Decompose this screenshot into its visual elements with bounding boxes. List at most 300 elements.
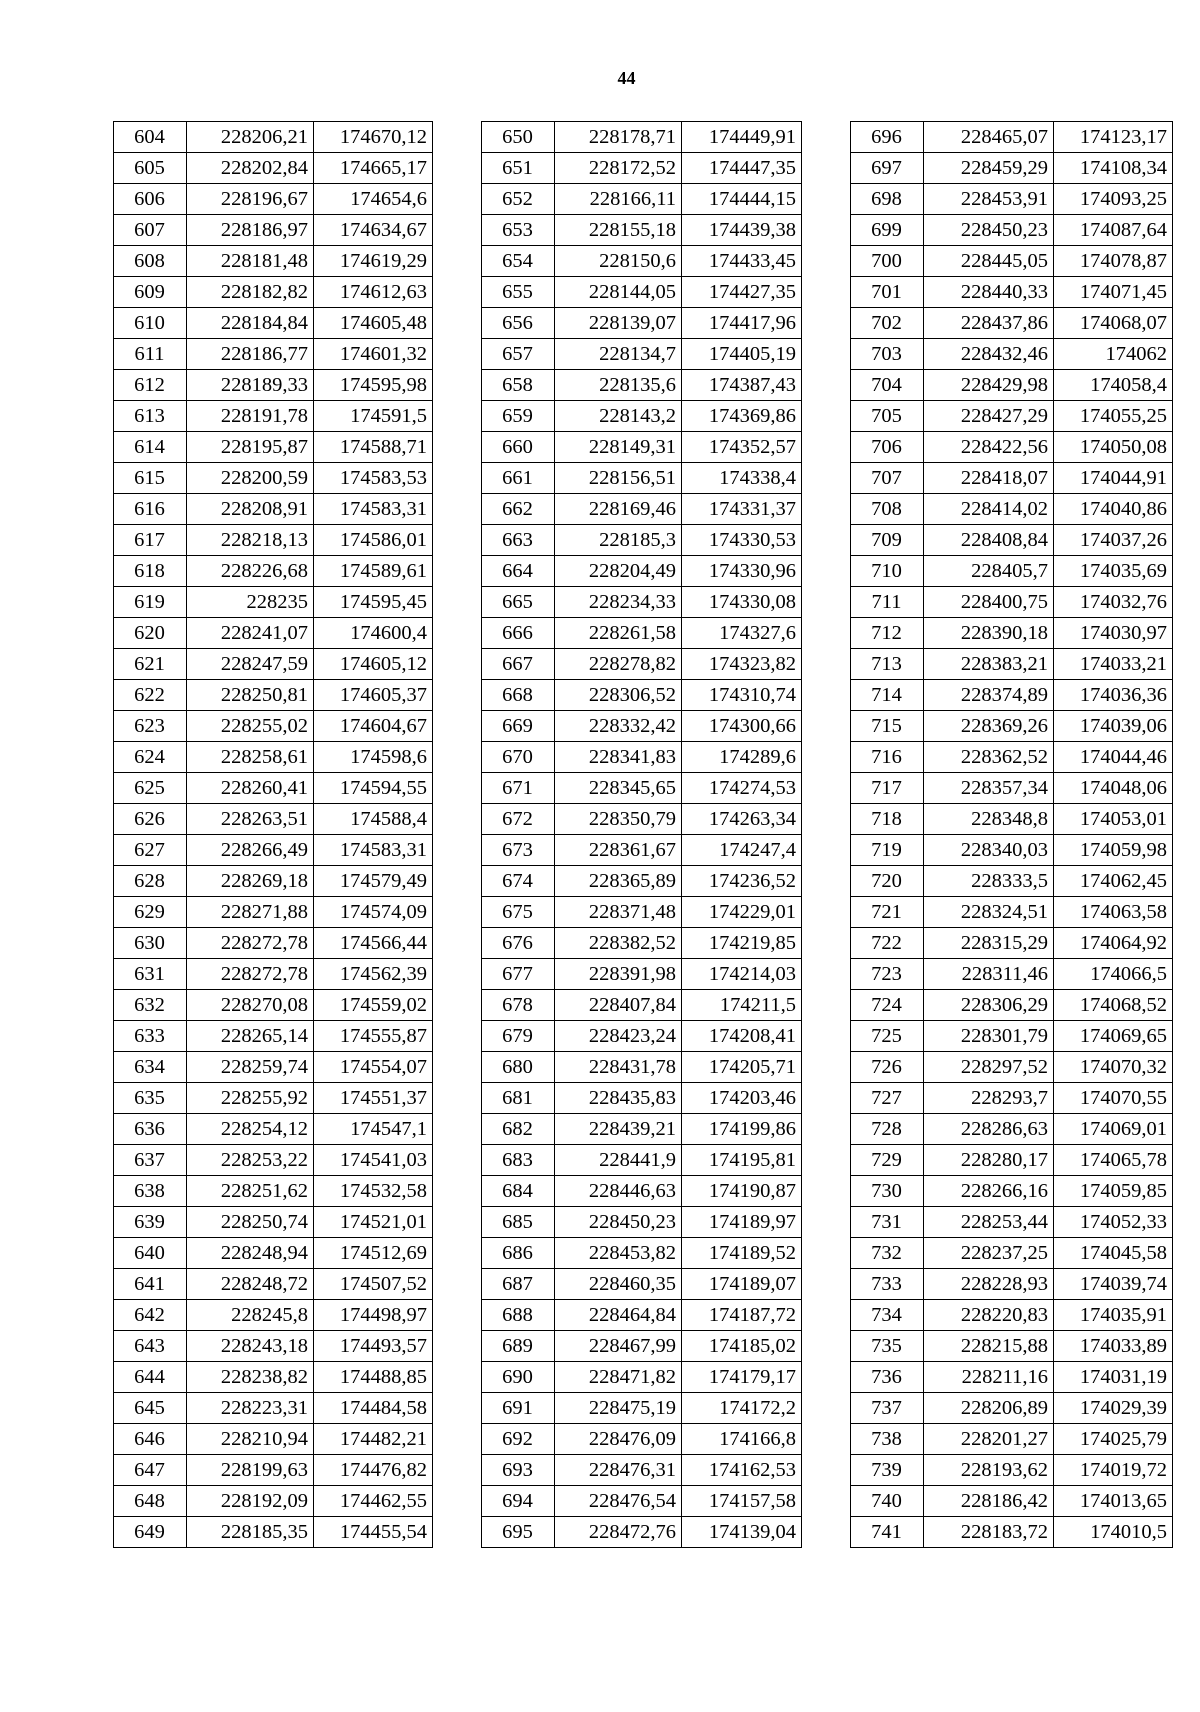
x-coordinate-cell: 228186,42: [924, 1486, 1054, 1517]
y-coordinate-cell: 174068,07: [1054, 308, 1173, 339]
point-number-cell: 605: [114, 153, 187, 184]
point-number-cell: 695: [482, 1517, 555, 1548]
y-coordinate-cell: 174030,97: [1054, 618, 1173, 649]
x-coordinate-cell: 228134,7: [555, 339, 682, 370]
y-coordinate-cell: 174352,57: [682, 432, 802, 463]
table-row: [482, 587, 802, 618]
point-number-cell: 728: [851, 1114, 924, 1145]
x-coordinate-cell: 228315,29: [924, 928, 1054, 959]
table-row: [482, 618, 802, 649]
y-coordinate-cell: 174476,82: [314, 1455, 433, 1486]
table-row: [482, 184, 802, 215]
x-coordinate-cell: 228341,83: [555, 742, 682, 773]
x-coordinate-cell: 228418,07: [924, 463, 1054, 494]
table-row: [482, 680, 802, 711]
x-coordinate-cell: 228210,94: [187, 1424, 314, 1455]
x-coordinate-cell: 228439,21: [555, 1114, 682, 1145]
table-row: [482, 1424, 802, 1455]
x-coordinate-cell: 228362,52: [924, 742, 1054, 773]
table-row: [482, 1207, 802, 1238]
x-coordinate-cell: 228286,63: [924, 1114, 1054, 1145]
y-coordinate-cell: 174327,6: [682, 618, 802, 649]
table-row: [851, 587, 1173, 618]
table-row: [114, 401, 433, 432]
table-row: [114, 525, 433, 556]
table-row: [482, 122, 802, 153]
x-coordinate-cell: 228361,67: [555, 835, 682, 866]
table-row: [482, 1114, 802, 1145]
x-coordinate-cell: 228266,16: [924, 1176, 1054, 1207]
x-coordinate-cell: 228306,52: [555, 680, 682, 711]
table-row: [482, 711, 802, 742]
y-coordinate-cell: 174338,4: [682, 463, 802, 494]
y-coordinate-cell: 174405,19: [682, 339, 802, 370]
point-number-cell: 691: [482, 1393, 555, 1424]
y-coordinate-cell: 174455,54: [314, 1517, 433, 1548]
y-coordinate-cell: 174219,85: [682, 928, 802, 959]
point-number-cell: 626: [114, 804, 187, 835]
x-coordinate-cell: 228472,76: [555, 1517, 682, 1548]
x-coordinate-cell: 228405,7: [924, 556, 1054, 587]
coordinates-table-1: [113, 121, 433, 1548]
x-coordinate-cell: 228383,21: [924, 649, 1054, 680]
y-coordinate-cell: 174214,03: [682, 959, 802, 990]
y-coordinate-cell: 174187,72: [682, 1300, 802, 1331]
x-coordinate-cell: 228253,44: [924, 1207, 1054, 1238]
table-row: [114, 1486, 433, 1517]
point-number-cell: 732: [851, 1238, 924, 1269]
x-coordinate-cell: 228340,03: [924, 835, 1054, 866]
point-number-cell: 722: [851, 928, 924, 959]
table-row: [482, 463, 802, 494]
table-row: [114, 184, 433, 215]
y-coordinate-cell: 174063,58: [1054, 897, 1173, 928]
y-coordinate-cell: 174189,07: [682, 1269, 802, 1300]
y-coordinate-cell: 174300,66: [682, 711, 802, 742]
y-coordinate-cell: 174044,91: [1054, 463, 1173, 494]
x-coordinate-cell: 228427,29: [924, 401, 1054, 432]
table-row: [851, 339, 1173, 370]
point-number-cell: 666: [482, 618, 555, 649]
x-coordinate-cell: 228459,29: [924, 153, 1054, 184]
x-coordinate-cell: 228475,19: [555, 1393, 682, 1424]
point-number-cell: 707: [851, 463, 924, 494]
table-row: [851, 1207, 1173, 1238]
point-number-cell: 733: [851, 1269, 924, 1300]
y-coordinate-cell: 174562,39: [314, 959, 433, 990]
table-row: [482, 277, 802, 308]
x-coordinate-cell: 228185,3: [555, 525, 682, 556]
y-coordinate-cell: 174048,06: [1054, 773, 1173, 804]
y-coordinate-cell: 174605,37: [314, 680, 433, 711]
y-coordinate-cell: 174229,01: [682, 897, 802, 928]
table-row: [851, 153, 1173, 184]
table-row: [114, 1517, 433, 1548]
point-number-cell: 620: [114, 618, 187, 649]
y-coordinate-cell: 174035,69: [1054, 556, 1173, 587]
point-number-cell: 635: [114, 1083, 187, 1114]
point-number-cell: 717: [851, 773, 924, 804]
point-number-cell: 616: [114, 494, 187, 525]
x-coordinate-cell: 228261,58: [555, 618, 682, 649]
y-coordinate-cell: 174532,58: [314, 1176, 433, 1207]
y-coordinate-cell: 174070,32: [1054, 1052, 1173, 1083]
table-row: [482, 866, 802, 897]
table-row: [114, 153, 433, 184]
table-row: [114, 246, 433, 277]
y-coordinate-cell: 174059,85: [1054, 1176, 1173, 1207]
x-coordinate-cell: 228270,08: [187, 990, 314, 1021]
x-coordinate-cell: 228248,72: [187, 1269, 314, 1300]
x-coordinate-cell: 228414,02: [924, 494, 1054, 525]
x-coordinate-cell: 228234,33: [555, 587, 682, 618]
point-number-cell: 643: [114, 1331, 187, 1362]
y-coordinate-cell: 174387,43: [682, 370, 802, 401]
y-coordinate-cell: 174070,55: [1054, 1083, 1173, 1114]
x-coordinate-cell: 228215,88: [924, 1331, 1054, 1362]
x-coordinate-cell: 228460,35: [555, 1269, 682, 1300]
x-coordinate-cell: 228247,59: [187, 649, 314, 680]
point-number-cell: 727: [851, 1083, 924, 1114]
x-coordinate-cell: 228476,09: [555, 1424, 682, 1455]
x-coordinate-cell: 228200,59: [187, 463, 314, 494]
y-coordinate-cell: 174417,96: [682, 308, 802, 339]
coordinates-table-2: [481, 121, 802, 1548]
y-coordinate-cell: 174588,71: [314, 432, 433, 463]
point-number-cell: 617: [114, 525, 187, 556]
point-number-cell: 698: [851, 184, 924, 215]
y-coordinate-cell: 174559,02: [314, 990, 433, 1021]
y-coordinate-cell: 174488,85: [314, 1362, 433, 1393]
table-row: [114, 773, 433, 804]
table-row: [482, 215, 802, 246]
table-row: [114, 432, 433, 463]
x-coordinate-cell: 228429,98: [924, 370, 1054, 401]
x-coordinate-cell: 228144,05: [555, 277, 682, 308]
x-coordinate-cell: 228467,99: [555, 1331, 682, 1362]
table-row: [482, 1455, 802, 1486]
table-row: [851, 1176, 1173, 1207]
table-row: [851, 1238, 1173, 1269]
x-coordinate-cell: 228272,78: [187, 959, 314, 990]
point-number-cell: 646: [114, 1424, 187, 1455]
table-row: [482, 1517, 802, 1548]
point-number-cell: 609: [114, 277, 187, 308]
point-number-cell: 640: [114, 1238, 187, 1269]
y-coordinate-cell: 174157,58: [682, 1486, 802, 1517]
table-row: [114, 1269, 433, 1300]
point-number-cell: 653: [482, 215, 555, 246]
table-row: [482, 1393, 802, 1424]
point-number-cell: 622: [114, 680, 187, 711]
y-coordinate-cell: 174236,52: [682, 866, 802, 897]
point-number-cell: 641: [114, 1269, 187, 1300]
y-coordinate-cell: 174619,29: [314, 246, 433, 277]
x-coordinate-cell: 228202,84: [187, 153, 314, 184]
y-coordinate-cell: 174551,37: [314, 1083, 433, 1114]
point-number-cell: 667: [482, 649, 555, 680]
x-coordinate-cell: 228259,74: [187, 1052, 314, 1083]
y-coordinate-cell: 174093,25: [1054, 184, 1173, 215]
table-row: [851, 990, 1173, 1021]
x-coordinate-cell: 228464,84: [555, 1300, 682, 1331]
table-row: [114, 1238, 433, 1269]
x-coordinate-cell: 228311,46: [924, 959, 1054, 990]
x-coordinate-cell: 228324,51: [924, 897, 1054, 928]
coordinates-table-3: [850, 121, 1173, 1548]
y-coordinate-cell: 174013,65: [1054, 1486, 1173, 1517]
y-coordinate-cell: 174574,09: [314, 897, 433, 928]
x-coordinate-cell: 228226,68: [187, 556, 314, 587]
table-row: [851, 556, 1173, 587]
y-coordinate-cell: 174612,63: [314, 277, 433, 308]
table-row: [482, 1486, 802, 1517]
y-coordinate-cell: 174058,4: [1054, 370, 1173, 401]
x-coordinate-cell: 228183,72: [924, 1517, 1054, 1548]
table-row: [851, 1300, 1173, 1331]
table-row: [851, 1486, 1173, 1517]
point-number-cell: 618: [114, 556, 187, 587]
y-coordinate-cell: 174670,12: [314, 122, 433, 153]
table-row: [482, 1269, 802, 1300]
table-row: [851, 1021, 1173, 1052]
x-coordinate-cell: 228253,22: [187, 1145, 314, 1176]
table-row: [851, 649, 1173, 680]
x-coordinate-cell: 228423,24: [555, 1021, 682, 1052]
table-row: [851, 618, 1173, 649]
y-coordinate-cell: 174493,57: [314, 1331, 433, 1362]
y-coordinate-cell: 174179,17: [682, 1362, 802, 1393]
point-number-cell: 632: [114, 990, 187, 1021]
x-coordinate-cell: 228266,49: [187, 835, 314, 866]
y-coordinate-cell: 174330,53: [682, 525, 802, 556]
point-number-cell: 737: [851, 1393, 924, 1424]
table-row: [114, 649, 433, 680]
x-coordinate-cell: 228255,02: [187, 711, 314, 742]
table-row: [851, 1114, 1173, 1145]
table-row: [482, 494, 802, 525]
x-coordinate-cell: 228245,8: [187, 1300, 314, 1331]
x-coordinate-cell: 228382,52: [555, 928, 682, 959]
x-coordinate-cell: 228306,29: [924, 990, 1054, 1021]
table-row: [851, 1455, 1173, 1486]
point-number-cell: 674: [482, 866, 555, 897]
y-coordinate-cell: 174162,53: [682, 1455, 802, 1486]
point-number-cell: 736: [851, 1362, 924, 1393]
table-row: [482, 1238, 802, 1269]
x-coordinate-cell: 228391,98: [555, 959, 682, 990]
point-number-cell: 623: [114, 711, 187, 742]
point-number-cell: 627: [114, 835, 187, 866]
point-number-cell: 657: [482, 339, 555, 370]
point-number-cell: 624: [114, 742, 187, 773]
point-number-cell: 706: [851, 432, 924, 463]
y-coordinate-cell: 174274,53: [682, 773, 802, 804]
point-number-cell: 719: [851, 835, 924, 866]
y-coordinate-cell: 174190,87: [682, 1176, 802, 1207]
y-coordinate-cell: 174654,6: [314, 184, 433, 215]
y-coordinate-cell: 174039,74: [1054, 1269, 1173, 1300]
x-coordinate-cell: 228206,89: [924, 1393, 1054, 1424]
point-number-cell: 677: [482, 959, 555, 990]
y-coordinate-cell: 174427,35: [682, 277, 802, 308]
table-row: [482, 1145, 802, 1176]
x-coordinate-cell: 228135,6: [555, 370, 682, 401]
x-coordinate-cell: 228345,65: [555, 773, 682, 804]
y-coordinate-cell: 174108,34: [1054, 153, 1173, 184]
y-coordinate-cell: 174031,19: [1054, 1362, 1173, 1393]
y-coordinate-cell: 174195,81: [682, 1145, 802, 1176]
x-coordinate-cell: 228250,81: [187, 680, 314, 711]
y-coordinate-cell: 174462,55: [314, 1486, 433, 1517]
table-row: [851, 308, 1173, 339]
point-number-cell: 738: [851, 1424, 924, 1455]
y-coordinate-cell: 174507,52: [314, 1269, 433, 1300]
y-coordinate-cell: 174078,87: [1054, 246, 1173, 277]
y-coordinate-cell: 174065,78: [1054, 1145, 1173, 1176]
x-coordinate-cell: 228369,26: [924, 711, 1054, 742]
point-number-cell: 680: [482, 1052, 555, 1083]
point-number-cell: 608: [114, 246, 187, 277]
point-number-cell: 725: [851, 1021, 924, 1052]
x-coordinate-cell: 228192,09: [187, 1486, 314, 1517]
point-number-cell: 670: [482, 742, 555, 773]
x-coordinate-cell: 228251,62: [187, 1176, 314, 1207]
table-row: [851, 1517, 1173, 1548]
x-coordinate-cell: 228228,93: [924, 1269, 1054, 1300]
point-number-cell: 655: [482, 277, 555, 308]
table-row: [482, 897, 802, 928]
x-coordinate-cell: 228255,92: [187, 1083, 314, 1114]
table-row: [114, 711, 433, 742]
table-row: [482, 742, 802, 773]
x-coordinate-cell: 228476,54: [555, 1486, 682, 1517]
point-number-cell: 714: [851, 680, 924, 711]
y-coordinate-cell: 174583,53: [314, 463, 433, 494]
table-row: [114, 618, 433, 649]
point-number-cell: 693: [482, 1455, 555, 1486]
x-coordinate-cell: 228258,61: [187, 742, 314, 773]
point-number-cell: 628: [114, 866, 187, 897]
y-coordinate-cell: 174605,12: [314, 649, 433, 680]
y-coordinate-cell: 174199,86: [682, 1114, 802, 1145]
x-coordinate-cell: 228365,89: [555, 866, 682, 897]
table-row: [114, 1145, 433, 1176]
y-coordinate-cell: 174166,8: [682, 1424, 802, 1455]
y-coordinate-cell: 174586,01: [314, 525, 433, 556]
table-row: [482, 959, 802, 990]
x-coordinate-cell: 228193,62: [924, 1455, 1054, 1486]
x-coordinate-cell: 228432,46: [924, 339, 1054, 370]
y-coordinate-cell: 174032,76: [1054, 587, 1173, 618]
point-number-cell: 709: [851, 525, 924, 556]
table-row: [851, 804, 1173, 835]
table-row: [851, 463, 1173, 494]
y-coordinate-cell: 174598,6: [314, 742, 433, 773]
table-row: [851, 773, 1173, 804]
point-number-cell: 711: [851, 587, 924, 618]
y-coordinate-cell: 174555,87: [314, 1021, 433, 1052]
point-number-cell: 633: [114, 1021, 187, 1052]
y-coordinate-cell: 174310,74: [682, 680, 802, 711]
x-coordinate-cell: 228243,18: [187, 1331, 314, 1362]
point-number-cell: 661: [482, 463, 555, 494]
point-number-cell: 621: [114, 649, 187, 680]
y-coordinate-cell: 174566,44: [314, 928, 433, 959]
y-coordinate-cell: 174044,46: [1054, 742, 1173, 773]
point-number-cell: 687: [482, 1269, 555, 1300]
point-number-cell: 704: [851, 370, 924, 401]
x-coordinate-cell: 228189,33: [187, 370, 314, 401]
x-coordinate-cell: 228265,14: [187, 1021, 314, 1052]
y-coordinate-cell: 174203,46: [682, 1083, 802, 1114]
y-coordinate-cell: 174025,79: [1054, 1424, 1173, 1455]
x-coordinate-cell: 228357,34: [924, 773, 1054, 804]
table-row: [482, 525, 802, 556]
point-number-cell: 713: [851, 649, 924, 680]
table-row: [114, 742, 433, 773]
point-number-cell: 612: [114, 370, 187, 401]
point-number-cell: 615: [114, 463, 187, 494]
x-coordinate-cell: 228333,5: [924, 866, 1054, 897]
x-coordinate-cell: 228348,8: [924, 804, 1054, 835]
x-coordinate-cell: 228208,91: [187, 494, 314, 525]
table-row: [851, 1424, 1173, 1455]
table-row: [114, 990, 433, 1021]
point-number-cell: 614: [114, 432, 187, 463]
point-number-cell: 664: [482, 556, 555, 587]
y-coordinate-cell: 174482,21: [314, 1424, 433, 1455]
x-coordinate-cell: 228186,97: [187, 215, 314, 246]
table-row: [114, 122, 433, 153]
table-row: [482, 1331, 802, 1362]
table-row: [114, 959, 433, 990]
x-coordinate-cell: 228374,89: [924, 680, 1054, 711]
x-coordinate-cell: 228350,79: [555, 804, 682, 835]
x-coordinate-cell: 228182,82: [187, 277, 314, 308]
point-number-cell: 665: [482, 587, 555, 618]
y-coordinate-cell: 174039,06: [1054, 711, 1173, 742]
x-coordinate-cell: 228206,21: [187, 122, 314, 153]
table-row: [851, 928, 1173, 959]
table-row: [482, 432, 802, 463]
x-coordinate-cell: 228185,35: [187, 1517, 314, 1548]
x-coordinate-cell: 228218,13: [187, 525, 314, 556]
x-coordinate-cell: 228254,12: [187, 1114, 314, 1145]
table-row: [482, 1083, 802, 1114]
point-number-cell: 702: [851, 308, 924, 339]
y-coordinate-cell: 174444,15: [682, 184, 802, 215]
x-coordinate-cell: 228269,18: [187, 866, 314, 897]
point-number-cell: 712: [851, 618, 924, 649]
x-coordinate-cell: 228211,16: [924, 1362, 1054, 1393]
y-coordinate-cell: 174289,6: [682, 742, 802, 773]
y-coordinate-cell: 174010,5: [1054, 1517, 1173, 1548]
y-coordinate-cell: 174512,69: [314, 1238, 433, 1269]
x-coordinate-cell: 228196,67: [187, 184, 314, 215]
point-number-cell: 710: [851, 556, 924, 587]
table-row: [482, 1362, 802, 1393]
table-row: [114, 1207, 433, 1238]
x-coordinate-cell: 228293,7: [924, 1083, 1054, 1114]
y-coordinate-cell: 174433,45: [682, 246, 802, 277]
point-number-cell: 658: [482, 370, 555, 401]
table-row: [482, 835, 802, 866]
point-number-cell: 685: [482, 1207, 555, 1238]
point-number-cell: 721: [851, 897, 924, 928]
point-number-cell: 672: [482, 804, 555, 835]
table-row: [851, 680, 1173, 711]
